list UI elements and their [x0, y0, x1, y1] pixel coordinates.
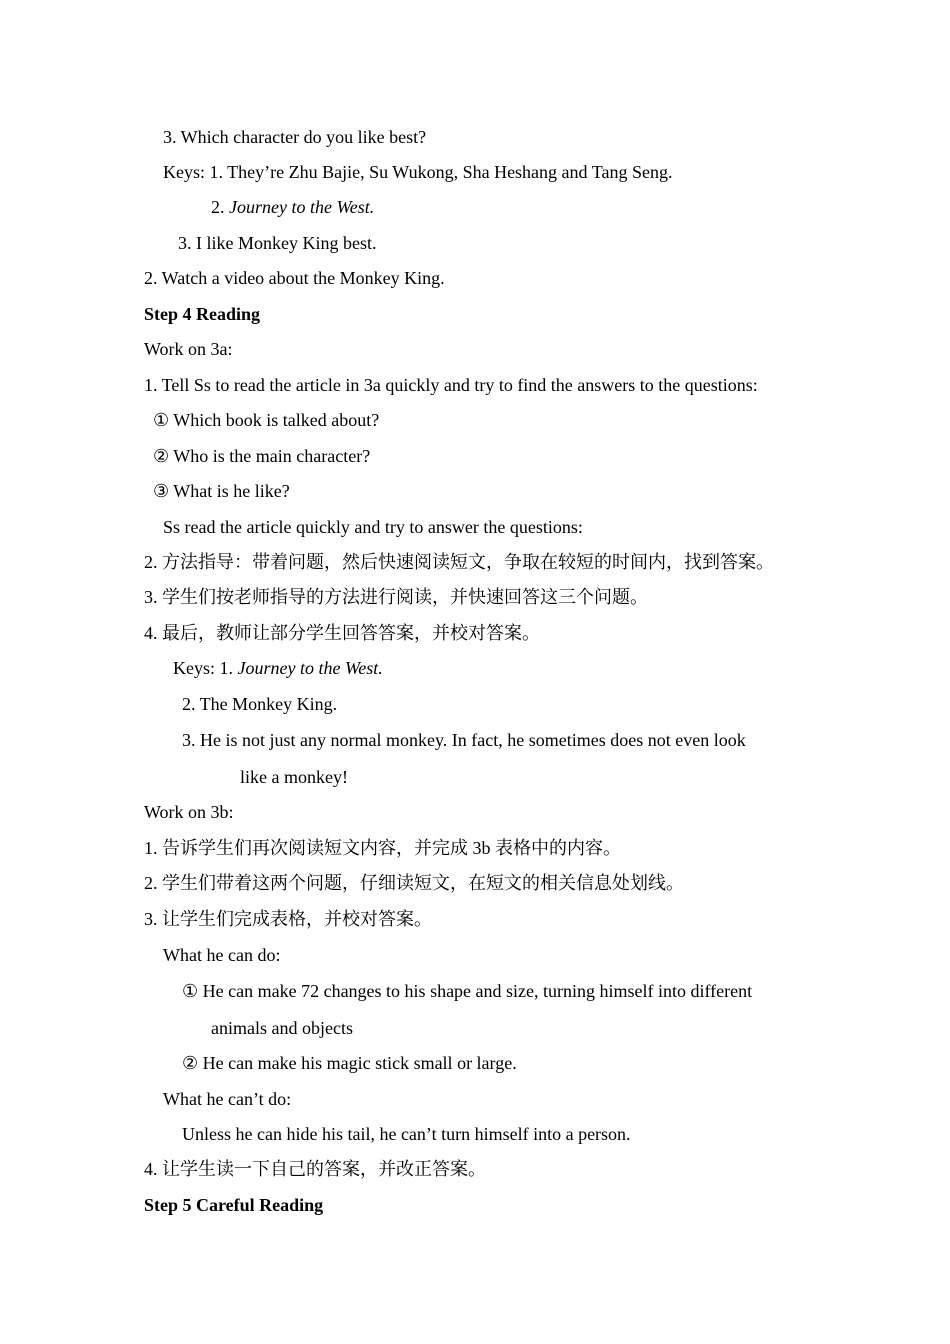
step4-3b-item-2: 2. 学生们带着这两个问题，仔细读短文，在短文的相关信息处划线。 [144, 873, 684, 893]
step4-item-3: 3. 学生们按老师指导的方法进行阅读，并快速回答这三个问题。 [144, 587, 648, 607]
question-circle-1: ① Which book is talked about? [153, 410, 380, 430]
keys-3a-line-1 [173, 657, 383, 679]
question-3: 3. Which character do you like best? [163, 127, 427, 147]
step-4-heading: Step 4 Reading [144, 304, 261, 324]
can-do-item-2: ② He can make his magic stick small or large. [182, 1053, 517, 1073]
work-on-3a: Work on 3a: [144, 339, 233, 359]
keys-3a-line-2: 2. The Monkey King. [182, 694, 338, 714]
keys-2-number: 2. [211, 197, 229, 217]
ss-read-note: Ss read the article quickly and try to answer the questions: [163, 517, 583, 537]
step4-item-2: 2. 方法指导：带着问题，然后快速阅读短文，争取在较短的时间内，找到答案。 [144, 552, 774, 572]
keys-line-2 [211, 196, 374, 218]
book-title: Journey to the West. [237, 658, 383, 678]
step-5-heading: Step 5 Careful Reading [144, 1195, 324, 1215]
question-circle-3: ③ What is he like? [153, 481, 290, 501]
step4-item-1: 1. Tell Ss to read the article in 3a quickly and try to find the answers to the questions: [144, 375, 758, 395]
can-do-item-1-cont: animals and objects [211, 1018, 353, 1038]
keys-3a-line-3-cont: like a monkey! [240, 767, 348, 787]
keys-3a-line-3: 3. He is not just any normal monkey. In fact, he sometimes does not even look [182, 730, 746, 750]
keys-line-1: Keys: 1. They’re Zhu Bajie, Su Wukong, Sha Heshang and Tang Seng. [163, 162, 673, 182]
work-on-3b: Work on 3b: [144, 802, 234, 822]
step4-3b-item-1: 1. 告诉学生们再次阅读短文内容，并完成 3b 表格中的内容。 [144, 838, 621, 858]
book-title: Journey to the West. [229, 197, 375, 217]
question-circle-2: ② Who is the main character? [153, 446, 371, 466]
step4-item-4: 4. 最后，教师让部分学生回答答案，并校对答案。 [144, 623, 540, 643]
step4-3b-item-3: 3. 让学生们完成表格，并校对答案。 [144, 909, 432, 929]
can-do-item-1: ① He can make 72 changes to his shape and size, turning himself into different [182, 981, 753, 1001]
what-he-can-do: What he can do: [163, 945, 281, 965]
what-he-cant-do: What he can’t do: [163, 1089, 292, 1109]
step4-3b-item-4: 4. 让学生读一下自己的答案，并改正答案。 [144, 1159, 486, 1179]
watch-video-item: 2. Watch a video about the Monkey King. [144, 268, 445, 288]
keys-line-3: 3. I like Monkey King best. [178, 233, 377, 253]
keys-3a-prefix: Keys: 1. [173, 658, 238, 678]
cant-do-item-1: Unless he can hide his tail, he can’t turn himself into a person. [182, 1124, 631, 1144]
